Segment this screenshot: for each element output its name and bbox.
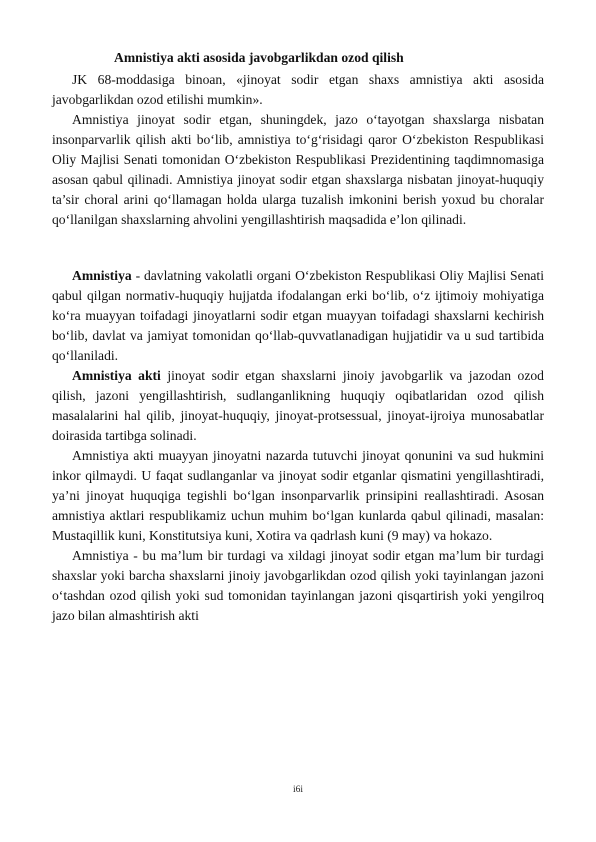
paragraph-4-text: jinoyat sodir etgan shaxslarni jinoiy javobgarlik va jazodan ozod qilish, jazoni yengillashtirish, sudlanganlikning huquqiy oqibatlaridan ozod qilish masalalarini hal qilib, jinoyat-huquqiy, jinoyat-protsessual, jinoyat-ijroiya munosabatlar doirasida tartibga solinadi. — [52, 368, 544, 443]
paragraph-3 — [52, 266, 544, 366]
page-number: i6i — [292, 785, 304, 795]
page-title: Amnistiya akti asosida javobgarlikdan ozod qilish — [114, 50, 404, 65]
paragraph-2: Amnistiya jinoyat sodir etgan, shuningdek, jazo o‘tayotgan shaxslarga nisbatan insonparvarlik qilish akti bo‘lib, amnistiya to‘g‘risidagi qaror O‘zbekiston Respublikasi Oliy Majlisi Senati tomonidan O‘zbekiston Respublikasi Prezidentining taqdimnomasiga asosan qabul qilinadi. Amnistiya jinoyat sodir etgan shaxslarga nisbatan jinoyat-huquqiy ta’sir choral arini qo‘llamagan holda ularga tuzalish imkonini berish yoxud bu choralar qo‘llanilgan shaxslarning ahvolini yengillashtirish maqsadida e’lon qilinadi. — [52, 112, 544, 227]
paragraph-1: JK 68-moddasiga binoan, «jinoyat sodir etgan shaxs amnistiya akti asosida javobgarlikdan ozod etilishi mumkin». — [52, 72, 544, 107]
paragraph-5: Amnistiya akti muayyan jinoyatni nazarda tutuvchi jinoyat qonunini va sud hukmini inkor qilmaydi. U faqat sudlanganlar va jinoyat sodir etganlar qismatini yengillashtiradi, ya’ni jinoyat huquqiga tegishli bo‘lgan insonparvarlik prinsipini reallashtiradi. Asosan amnistiya aktlari respublikamiz uchun muhim bo‘lgan kunlarda qabul qilinadi, masalan: Mustaqillik kuni, Konstitutsiya kuni, Xotira va qadrlash kuni (9 may) va hokazo. — [52, 448, 544, 543]
term-amnistiya: Amnistiya — [72, 268, 132, 283]
paragraph-4 — [52, 366, 544, 446]
document-page — [52, 48, 544, 626]
term-amnistiya-akti: Amnistiya akti — [72, 368, 161, 383]
paragraph-gap — [52, 230, 544, 266]
paragraph-3-text: - davlatning vakolatli organi O‘zbekiston Respublikasi Oliy Majlisi Senati qabul qilgan normativ-huquqiy hujjatda ifodalangan erki bo‘lib, o‘z ijtimoiy mohiyatiga ko‘ra muayyan toifadagi jinoyatlarni sodir etgan muayyan toifadagi shaxslarni kechirish bo‘lib, davlat va jamiyat tomonidan qo‘llab-quvvatlanadigan hujjatidir va u sud tartibida qo‘llaniladi. — [52, 268, 544, 363]
paragraph-6: Amnistiya - bu ma’lum bir turdagi va xildagi jinoyat sodir etgan ma’lum bir turdagi shaxslar yoki barcha shaxslarni jinoiy javobgarlikdan ozod qilish yoki tayinlangan jazoni o‘tashdan ozod qilish yoki sud tomonidan tayinlangan jazoni qisqartirish yoki yengilroq jazo bilan almashtirish akti — [52, 548, 544, 623]
